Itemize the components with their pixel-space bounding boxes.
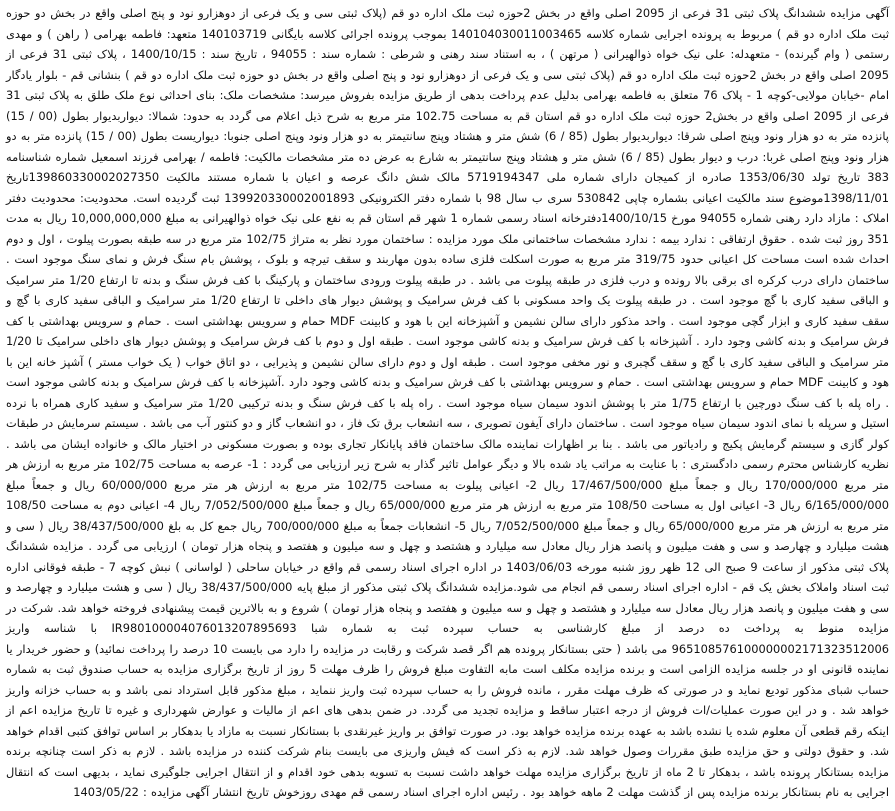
auction-notice-text: آگهی مزایده ششدانگ پلاک ثبتی 31 فرعی از 2095 اصلی واقع در بخش 2حوزه ثبت ملک اداره دو قم (پلاک ثبتی سی و یک فرعی از دوهزارو نود و پنج اصلی واقع در بخش دو حوزه ثبت ملک اداره دو قم ) مربوط به پرونده اجرایی شماره کلاسه 140104030011003465 بموجب پرونده اجرائی کلاسه بایگانی 140103719 متعهد: فاطمه بهرامی ( راهن ) و مهدی رستمی ( وام گیرنده) - متعهدله: علی نیک خواه ذوالهیرانی ( مرتهن ) ، به استناد سند رهنی و شرطی : شماره سند : 94055 ، تاریخ سند : 1400/10/15 ، پلاک ثبتی 31 فرعی از 2095 اصلی واقع در بخش 2حوزه ثبت ملک اداره دو قم (پلاک ثبتی سی و یک فرعی از دوهزارو نود و پنج اصلی واقع در بخش دو حوزه ثبت ملک اداره دو قم ) بنشانی قم - بلوار یادگار امام -خیابان مولایی-کوچه 1 - پلاک 76 متعلق به فاطمه بهرامی بدلیل عدم پرداخت بدهی از طریق مزایده بفروش میرسد: مشخصات ملک: بنای احداثی نوع ملک طلق به پلاک ثبتی 31 فرعی از 2095 اصلی واقع در بخش2 حوزه ثبت ملک اداره دو قم استان قم به مساحت 102.75 متر مربع به شرح ذیل اعلام می گردد به حدود: شمالا: دیواربدیوار بطول (00 / 15) پانزده متر به دو هزار ونود وپنج اصلی شرقا: دیواربدیوار بطول (85 / 6) شش متر و هشتاد وپنج سانتیمتر به دو هزار ونود وپنج اصلی جنوبا: دیواریست بطول (00 / 15) پانزده متر به دو هزار ونود وپنج اصلی غربا: درب و دیوار بطول (85 / 6) شش متر و هشتاد وپنج سانتیمتر به شارع به عرض ده متر مشخصات مالکیت: فاطمه / بهرامی فرزند اسمعیل شماره شناسنامه 383 تاریخ تولد 1353/06/30 صادره از کمیجان دارای شماره ملی 5719194347 مالک شش دانگ عرصه و اعیان با شماره مستند مالکیت 139860330002027350تاریخ 1398/11/01موضوع سند مالکیت اعیانی بشماره چاپی 530842 سری ب سال 98 با شماره دفتر الکترونیکی 139920330002001893 ثبت گردیده است. محدودیت: محدودیت دفتر املاک : مازاد دارد رهنی شماره 94055 مورخ 1400/10/15دفترخانه اسناد رسمی شماره 1 شهر قم استان قم به نفع علی نیک خواه ذوالهیرانی به مبلغ 10,000,000,000 ریال به مدت 351 روز ثبت شده . حقوق ارتفاقی : ندارد بیمه : ندارد مشخصات ساختمانی ملک مورد مزایده : ساختمان مورد نظر به متراژ 102/75 متر مربع در سه طبقه بصورت پیلوت ، اول و دوم احداث شده است مساحت کل اعیانی حدود 319/75 متر مربع به صورت اسکلت فلزی ساده بدون مهاربند و سقف تیرچه و بلوک ، پوشش بام سنگ فرش و نمای سنگ موجود است . ساختمان دارای درب کرکره ای برقی بالا رونده و درب فلزی در طبقه پیلوت می باشد . در طبقه پیلوت ورودی ساختمان و پارکینگ با کف فرش سنگ و بدنه تا ارتفاع 1/20 متر سرامیک و الباقی سفید کاری با گچ موجود است . در طبقه پیلوت یک واحد مسکونی با کف فرش سرامیک و پوشش دیوار های داخلی تا ارتفاع 1/20 متر سرامیک و الباقی سفید کاری با گچ و سقف سفید کاری و ابزار گچی موجود است . واحد مذکور دارای سالن نشیمن و آشپزخانه این با هود و کابینت MDF حمام و سرویس بهداشتی است . حمام و سرویس بهداشتی با کف فرش سرامیک و بدنه کاشی وجود دارد . آشپزخانه با کف فرش سرامیک و بدنه کاشی موجود است . طبقه اول و دوم با کف فرش سرامیک و پوشش دیوار های داخلی سرامیک تا 1/20 متر سرامیک و الباقی سفید کاری با گچ و سقف گچبری و نور مخفی موجود است . طبقه اول و دوم دارای سالن نشیمن و پذیرایی ، دو اتاق خواب ( یک خواب مستر ) آشپز خانه این با هود و کابینت MDF حمام و سرویس بهداشتی است . حمام و سرویس بهداشتی با کف فرش سرامیک و بدنه کاشی وجود دارد .آشپزخانه با کف فرش سرامیک و بدنه کاشی موجود است . راه پله با کف سنگ دورچین با ارتفاع 1/75 متر با پوشش اندود سیمان سیاه موجود است . راه پله با کف فرش سنگ و بدنه ترکیبی 1/20 متر سرامیک و سفید کاری همراه با نرده استیل و سرپله با نمای اندود سیمان سیاه موجود است . ساختمان دارای آیفون تصویری ، سه انشعاب برق تک فاز ، دو انشعاب گاز و دو کنتور آب می باشد . سیستم سرمایش در طبقات کولر گازی و سیستم گرمایش پکیج و رادیاتور می باشد . بنا بر اظهارات نماینده مالک ساختمان فاقد پایانکار تجاری بوده و بصورت مسکونی در اختیار مالک و خانواده ایشان می باشد . نظریه کارشناس محترم رسمی دادگستری : با عنایت به مراتب یاد شده بالا و دیگر عوامل تاثیر گذار به شرح زیر ارزیابی می گردد : 1- عرصه به مساحت 102/75 متر مربع به ارزش هر متر مربع 170/000/000 ریال و جمعاً مبلغ 17/467/500/000 ریال 2- اعیانی پیلوت به مساحت 102/75 متر مربع به ارزش هر متر مربع 60/000/000 ریال و جمعاً مبلغ 6/165/000/000 ریال 3- اعیانی اول به مساحت 108/50 متر مربع به ارزش هر متر مربع 65/000/000 ریال و جمعاً مبلغ 7/052/500/000 ریال 4- اعیانی دوم به مساحت 108/50 متر مربع به ارزش هر متر مربع 65/000/000 ریال و جمعاً مبلغ 7/052/500/000 ریال 5- انشعابات جمعاً به مبلغ 700/000/000 ریال جمع کل به بلغ 38/437/500/000 ریال ( سی و هشت میلیارد و چهارصد و سی و هفت میلیون و پانصد هزار ریال معادل سه میلیارد و هشتصد و چهل و سه میلیون و هفتصد و پنجاه هزار تومان ) ارزیابی می گردد . مزایده ششدانگ پلاک ثبتی مذکور از ساعت 9 صبح الی 12 ظهر روز شنبه مورخه 1403/06/03 در اداره اجرای اسناد رسمی قم واقع در خیابان ساحلی ( لواسانی ) نبش کوچه 7 - طبقه فوقانی اداره ثبت اسناد واملاک بخش یک قم - اداره اجرای اسناد رسمی قم انجام می شود.مزایده ششدانگ پلاک ثبتی مذکور از مبلغ پایه 38/437/500/000 ریال ( سی و هشت میلیارد و چهارصد و سی و هفت میلیون و پانصد هزار ریال معادل سه میلیارد و هشتصد و چهل و سه میلیون و هفتصد و پنجاه هزار تومان ) شروع و به بالاترین قیمت پیشنهادی فروخته خواهد شد. شرکت در مزایده منوط به پرداخت ده درصد از مبلغ کارشناسی به حساب سپرده ثبت به شماره شبا IR980100004076013207895693 با شناسه واریز 965108576100000002171323512006 می باشد ( حتی بستانکار پرونده هم اگر قصد شرکت و رقابت در مزایده را دارد می بایست 10 درصد را پرداخت نمائید) و حضور خریدار یا نماینده قانونی او در جلسه مزایده الزامی است و برنده مزایده مکلف است مابه التفاوت مبلغ فروش را ظرف مهلت 5 روز از تاریخ برگزاری مزایده به حساب صندوق ثبت به شماره حساب شبای مذکور تودیع نماید و در صورتی که ظرف مهلت مقرر ، مانده فروش را به حساب سپرده ثبت واریز ننماید ، مبلغ مذکور قابل استرداد نمی باشد و به حساب خزانه واریز خواهد شد . و در این صورت عملیات/ات فروش از درجه اعتبار ساقط و مزایده تجدید می گردد. در ضمن بدهی های اعم از مالیات و عوارض شهرداری و غیره تا تاریخ مزایده اعم از اینکه رقم قطعی آن معلوم شده یا نشده باشد به عهده برنده مزایده خواهد بود. در صورت توافق بر واریز غیرنقدی با بستانکار نسبت به مازاد یا بدهکار بر اساس توافق کتبی اقدام خواهد شد. و حقوق دولتی و حق مزایده طبق مقررات وصول خواهد شد. لازم به ذکر است که فیش واریزی می بایست بنام شرکت کننده در مزایده باشد . لازم به ذکر است چنانچه برنده مزایده بستانکار پرونده باشد ، بدهکار تا 2 ماه از تاریخ برگزاری مزایده مهلت خواهد داشت نسبت به تسویه بدهی خود اقدام و از انتقال اجرایی جلوگیری نماید ، بدیهی است که انتقال اجرایی به نام بستانکار برنده مزایده پس از گذشت مهلت 2 ماهه خواهد بود . رئیس اداره اجرای اسناد رسمی قم مهدی روزخوش تاریخ انتشار آگهی مزایده : 1403/05/22 — [6, 6, 890, 799]
